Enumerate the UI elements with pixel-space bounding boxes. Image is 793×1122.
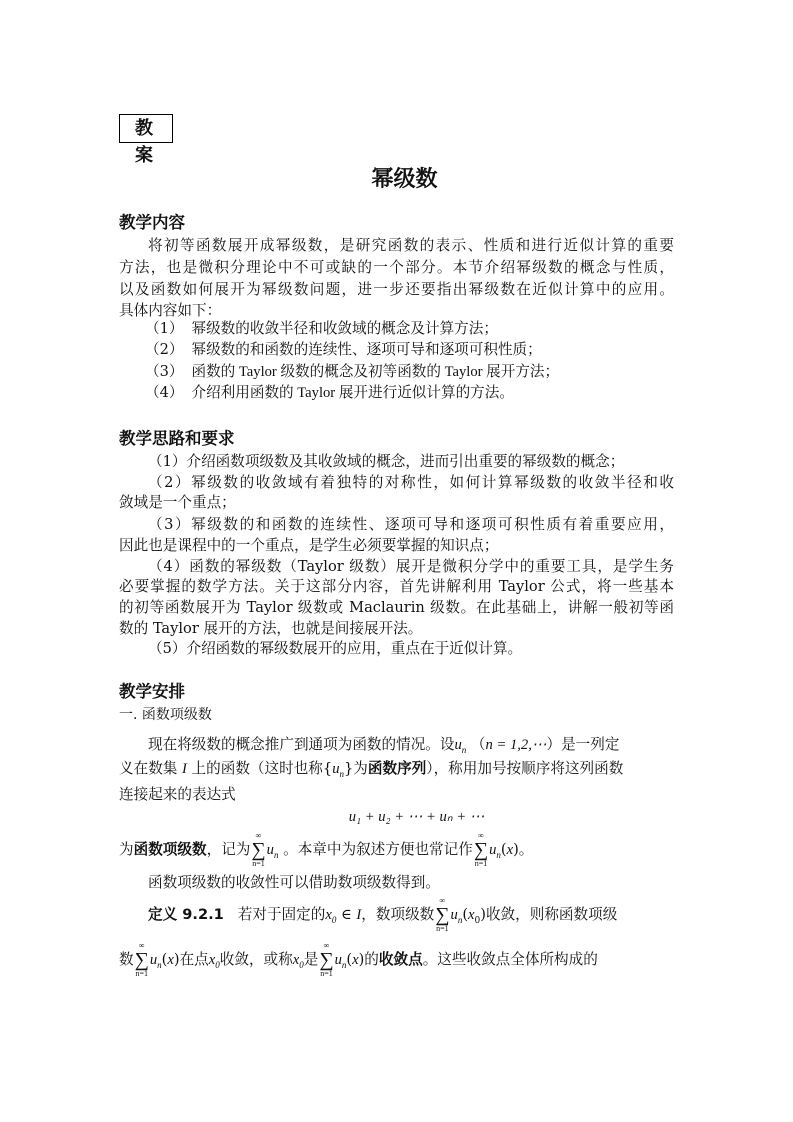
paragraph-line: 具体内容如下： — [119, 302, 222, 319]
lesson-plan-label: 教 案 — [119, 114, 173, 143]
list-number: （4） — [145, 384, 184, 401]
paragraph-line: 因此也是课程中的一个重点，是学生必须要掌握的知识点； — [119, 537, 499, 554]
paragraph-line: （2）幂级数的收敛域有着独特的对称性，如何计算幂级数的收敛半径和收 — [148, 474, 674, 491]
list-item — [145, 383, 700, 403]
list-number: （2） — [145, 341, 184, 358]
sum-symbol: ∞ ∑ n=1 — [435, 896, 450, 933]
term-function-series: 函数项级数 — [133, 841, 207, 858]
definition-line: 定义 9.2.1 若对于固定的$x_0$ ∈ I，数项级数 ∞ ∑ n=1 $u_n(x_0)$收敛，则称函数项级 — [148, 896, 618, 933]
text: 为 — [119, 841, 134, 858]
subsection-heading: 一. 函数项级数 — [119, 707, 212, 723]
text: （ — [470, 736, 486, 753]
text: ），称用加号按顺序将这列函数 — [426, 760, 624, 777]
text: 若对于固定的 — [237, 906, 326, 923]
term-function-sequence: 函数序列 — [367, 760, 427, 777]
paragraph-line: （5）介绍函数的幂级数展开的应用，重点在于近似计算。 — [148, 640, 523, 657]
paragraph-line: 义在数集 I 上的函数（这时也称$\{u_n\}$为函数序列），称用加号按顺序将这列函数 — [119, 760, 624, 779]
math: n = 1,2,⋯ — [485, 737, 547, 753]
sum-symbol: ∞ ∑ n=1 — [473, 831, 489, 868]
text: 。 — [518, 841, 534, 858]
paragraph-line: 以及函数如何展开为幂级数问题，进一步还要指出幂级数在近似计算中的应用。 — [119, 281, 674, 298]
sum-symbol: ∞ ∑ n=1 — [134, 941, 149, 978]
paragraph-line: 的初等函数展开为 Taylor 级数或 Maclaurin 级数。在此基础上，讲解一般初等函 — [119, 599, 674, 616]
term-convergence-point: 收敛点 — [378, 951, 423, 968]
formula — [119, 807, 674, 827]
paragraph-line: 为函数项级数，记为 ∞ ∑ n=1 $u_n$ 。本章中为叙述方便也常记作 ∞ ∑ n=1 $u_n(x)$。 — [119, 831, 534, 868]
text: 数 — [119, 951, 134, 968]
paragraph-line: 函数项级数的收敛性可以借助数项级数得到。 — [148, 874, 440, 891]
section-heading-requirements: 教学思路和要求 — [119, 429, 235, 448]
text: 在点 — [179, 951, 209, 968]
text: 为 — [353, 760, 368, 777]
paragraph-line: 方法，也是微积分理论中不可或缺的一个部分。本节介绍幂级数的概念与性质， — [119, 259, 674, 276]
paragraph-line: 现在将级数的概念推广到通项为函数的情况。设$u_n$ （n = 1,2,⋯）是一列定 — [148, 736, 620, 755]
text: ，数项级数 — [361, 906, 435, 923]
list-item — [145, 362, 700, 382]
text: ，记为 — [206, 841, 251, 858]
text: 收敛，则称函数项级 — [485, 906, 618, 923]
list-text: 函数的 Taylor 级数的概念及初等函数的 Taylor 展开方法； — [191, 364, 560, 380]
text: 。这些收敛点全体所构成的 — [422, 951, 598, 968]
text: 是 — [303, 951, 319, 968]
paragraph-line: 敛域是一个重点； — [119, 494, 236, 511]
text: ）是一列定 — [546, 736, 620, 753]
text: 义在数集 — [119, 760, 178, 777]
list-number: （1） — [145, 320, 184, 337]
definition-line: 数 ∞ ∑ n=1 $u_n(x)$在点$x_0$收敛，或称$x_0$是 ∞ ∑ n=1 $u_n(x)$的收敛点。这些收敛点全体所构成的 — [119, 941, 598, 978]
text: 收敛，或称 — [219, 951, 293, 968]
list-text: 介绍利用函数的 Taylor 展开进行近似计算的方法。 — [191, 385, 514, 401]
text: 。本章中为叙述方便也常记作 — [283, 841, 473, 858]
math: u₁ + u₂ + ⋯ + uₙ + ⋯ — [348, 809, 485, 825]
list-item — [145, 319, 700, 339]
paragraph-line: （4）函数的幂级数（Taylor 级数）展开是微积分学中的重要工具，是学生务 — [148, 558, 674, 575]
list-item — [145, 340, 700, 360]
list-text: 幂级数的收敛半径和收敛域的概念及计算方法； — [191, 321, 498, 337]
section-heading-content: 教学内容 — [119, 213, 185, 232]
paragraph-line: 将初等函数展开成幂级数，是研究函数的表示、性质和进行近似计算的重要 — [148, 237, 674, 254]
list-text: 幂级数的和函数的连续性、逐项可导和逐项可积性质； — [191, 342, 542, 358]
paragraph-line: （3）幂级数的和函数的连续性、逐项可导和逐项可积性质有着重要应用， — [148, 516, 674, 533]
text: 上的函数（这时也称 — [191, 760, 323, 777]
list-number: （3） — [145, 363, 184, 380]
paragraph-line: 必要掌握的数学方法。关于这部分内容，首先讲解利用 Taylor 公式，将一些基本 — [119, 578, 674, 595]
text: 现在将级数的概念推广到通项为函数的情况。设 — [148, 736, 455, 753]
section-heading-arrangement: 教学安排 — [119, 682, 185, 701]
sum-symbol: ∞ ∑ n=1 — [319, 941, 334, 978]
paragraph-line: 连接起来的表达式 — [119, 786, 236, 803]
sum-symbol: ∞ ∑ n=1 — [251, 831, 266, 868]
definition-label: 定义 9.2.1 — [148, 906, 224, 923]
text: 的 — [364, 951, 379, 968]
page-title: 幂级数 — [371, 167, 438, 192]
paragraph-line: （1）介绍函数项级数及其收敛域的概念，进而引出重要的幂级数的概念； — [148, 453, 625, 470]
paragraph-line: 数的 Taylor 展开的方法，也就是间接展开法。 — [119, 620, 423, 637]
